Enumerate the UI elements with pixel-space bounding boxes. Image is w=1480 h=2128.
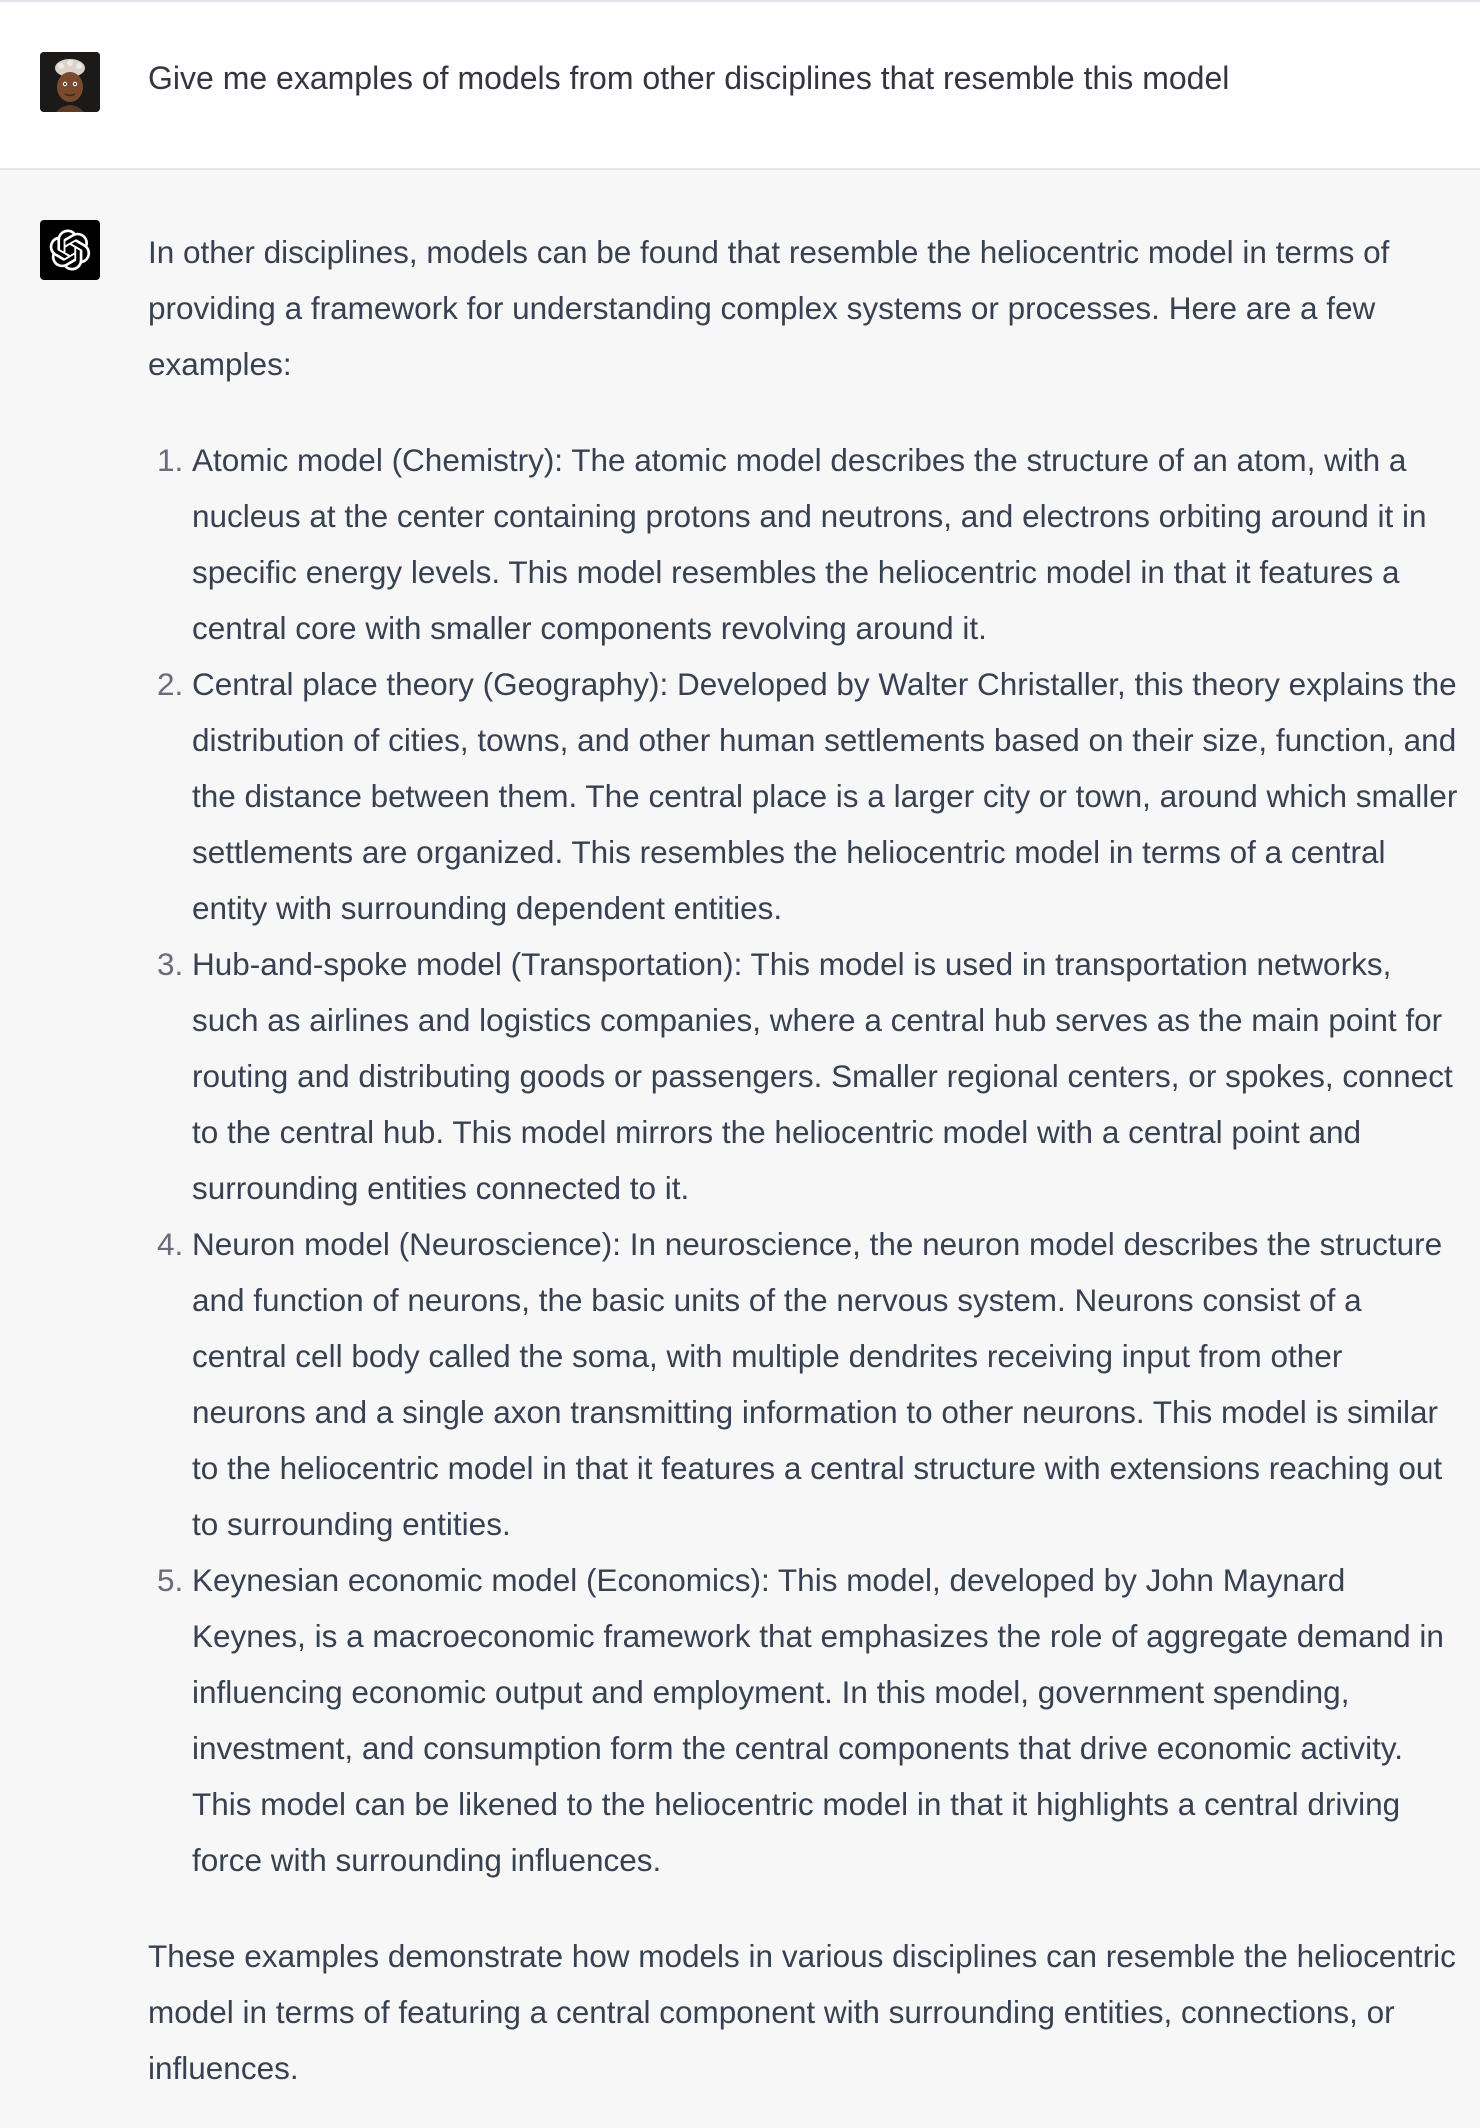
assistant-conclusion: These examples demonstrate how models in various disciplines can resemble the heliocentric model in terms of featuring a central component with surrounding entities, connections, or influences. xyxy=(148,1938,1456,2086)
assistant-intro: In other disciplines, models can be found that resemble the heliocentric model in terms of providing a framework for understanding complex systems or processes. Here are a few examples: xyxy=(148,234,1390,382)
list-item: 4. Neuron model (Neuroscience): In neuroscience, the neuron model describes the structure and function of neurons, the basic units of the nervous system. Neurons consist of a central cell body called the soma, with multiple dendrites receiving input from other neurons and a single axon transmitting information to other neurons. This model is similar to the heliocentric model in that it features a central structure with extensions reaching out to surrounding entities. xyxy=(192,1216,1458,1552)
user-message-row xyxy=(0,2,1480,170)
examples-list xyxy=(148,432,1458,1888)
user-message-text: Give me examples of models from other disciplines that resemble this model xyxy=(148,60,1230,96)
user-avatar-icon xyxy=(40,52,100,112)
list-item: 3. Hub-and-spoke model (Transportation): This model is used in transportation networks, such as airlines and logistics companies, where a central hub serves as the main point for routing and distributing goods or passengers. Smaller regional centers, or spokes, connect to the central hub. This model mirrors the heliocentric model with a central point and surrounding entities connected to it. xyxy=(192,936,1458,1216)
list-item: 5. Keynesian economic model (Economics): This model, developed by John Maynard Keynes, is a macroeconomic framework that emphasizes the role of aggregate demand in influencing economic output and employment. In this model, government spending, investment, and consumption form the central components that drive economic activity. This model can be likened to the heliocentric model in that it highlights a central driving force with surrounding influences. xyxy=(192,1552,1458,1888)
assistant-message xyxy=(148,224,1458,2096)
list-item: 2. Central place theory (Geography): Developed by Walter Christaller, this theory explains the distribution of cities, towns, and other human settlements based on their size, function, and the distance between them. The central place is a larger city or town, around which smaller settlements are organized. This resembles the heliocentric model in terms of a central entity with surrounding dependent entities. xyxy=(192,656,1458,936)
openai-logo-icon xyxy=(40,220,100,280)
list-item: 1. Atomic model (Chemistry): The atomic model describes the structure of an atom, with a nucleus at the center containing protons and neutrons, and electrons orbiting around it in specific energy levels. This model resembles the heliocentric model in that it features a central core with smaller components revolving around it. xyxy=(192,432,1458,656)
assistant-message-row xyxy=(0,170,1480,2128)
